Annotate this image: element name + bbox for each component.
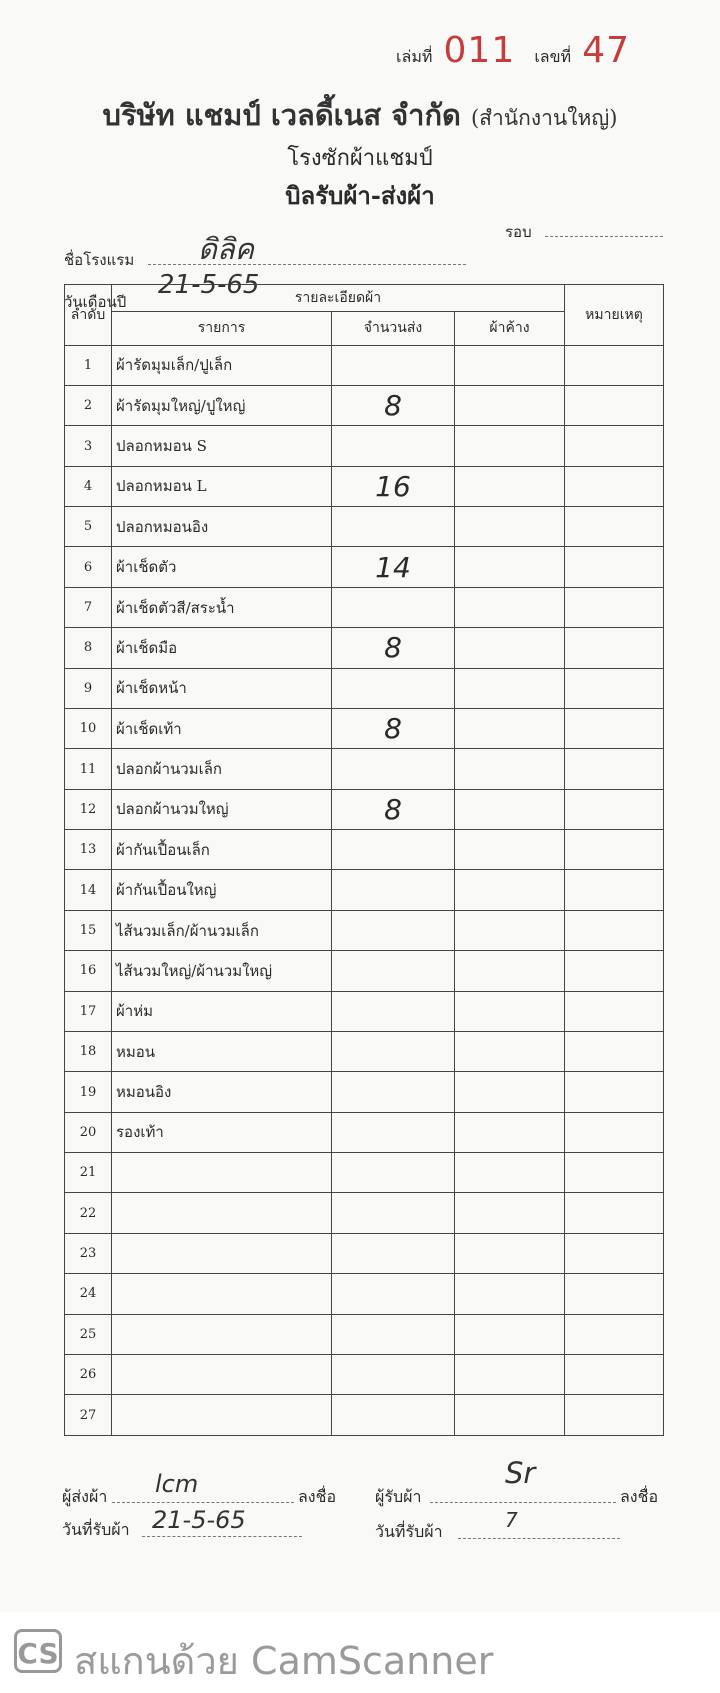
row-remark [565,1112,664,1152]
row-item: ผ้าเช็ดตัว [112,547,332,587]
row-sent-qty: 8 [332,708,455,748]
row-number: 21 [65,1153,112,1193]
date-value: 21-5-65 [158,270,260,300]
row-item: ไส้นวมใหญ่/ผ้านวมใหญ่ [112,951,332,991]
col-pending-header: ผ้าค้าง [455,312,565,345]
row-pending [455,991,565,1031]
row-item: ปลอกผ้านวมใหญ่ [112,789,332,829]
hotel-label: ชื่อโรงแรม [64,251,135,269]
row-pending [455,1031,565,1071]
row-sent-qty [332,1072,455,1112]
sender-line [112,1502,294,1503]
row-pending [455,1193,565,1233]
row-sent-qty [332,1193,455,1233]
row-remark [565,628,664,668]
row-number: 2 [65,385,112,425]
col-sent-header: จำนวนส่ง [332,312,455,345]
row-item: ผ้าเช็ดหน้า [112,668,332,708]
company-name [0,92,720,138]
row-pending [455,1153,565,1193]
row-number: 16 [65,951,112,991]
row-sent-qty [332,951,455,991]
row-remark [565,870,664,910]
row-pending [455,951,565,991]
row-number: 19 [65,1072,112,1112]
company-title: บริษัท แชมป์ เวลดี้เนส จำกัด [102,98,461,132]
row-item: ผ้ากันเปื้อนเล็ก [112,830,332,870]
row-remark [565,1274,664,1314]
round-line [545,236,663,237]
row-number: 17 [65,991,112,1031]
row-item [112,1274,332,1314]
plant-name: โรงซักผ้าแชมป์ [287,146,433,171]
row-number: 8 [65,628,112,668]
row-remark [565,466,664,506]
book-number: 011 [443,30,516,71]
row-item: ผ้ากันเปื้อนใหญ่ [112,870,332,910]
row-item: หมอน [112,1031,332,1071]
row-remark [565,1072,664,1112]
table-row [65,385,664,425]
table-row [65,668,664,708]
recv-date-line [458,1538,620,1539]
table-body [65,345,664,1435]
row-item: ผ้ารัดมุมใหญ่/ปูใหญ่ [112,385,332,425]
table-row [65,466,664,506]
row-pending [455,1354,565,1394]
row-remark [565,587,664,627]
row-number: 5 [65,507,112,547]
row-pending [455,1314,565,1354]
row-item: ปลอกผ้านวมเล็ก [112,749,332,789]
camscanner-footer [0,1612,720,1693]
table-row [65,1314,664,1354]
row-item: ปลอกหมอน S [112,426,332,466]
row-item: ผ้าห่ม [112,991,332,1031]
row-sent-qty [332,1354,455,1394]
row-pending [455,789,565,829]
row-pending [455,910,565,950]
book-number-line [396,30,630,71]
table-row [65,345,664,385]
receiver-label: ผู้รับผ้า [375,1487,422,1506]
row-number: 20 [65,1112,112,1152]
row-item: ผ้าเช็ดมือ [112,628,332,668]
row-pending [455,547,565,587]
hotel-value: ดิลิค [198,232,255,266]
table-row [65,1395,664,1436]
row-remark [565,426,664,466]
row-pending [455,1072,565,1112]
row-number: 13 [65,830,112,870]
row-sent-qty [332,1314,455,1354]
row-item: หมอนอิง [112,1072,332,1112]
table-row [65,1112,664,1152]
receiver-signature: Sr [505,1456,536,1490]
table-row [65,830,664,870]
sent-date-label: วันที่รับผ้า [62,1520,130,1539]
row-pending [455,668,565,708]
row-pending [455,1274,565,1314]
receiver-sign-label: ลงชื่อ [620,1487,659,1506]
row-sent-qty [332,1274,455,1314]
sent-date-line [142,1536,302,1537]
table-row [65,1193,664,1233]
row-number: 4 [65,466,112,506]
round-label: รอบ [505,223,532,241]
row-item: ไส้นวมเล็ก/ผ้านวมเล็ก [112,910,332,950]
table-row [65,547,664,587]
table-row [65,426,664,466]
bill-number: 47 [582,30,630,71]
col-remark-header: หมายเหตุ [565,285,664,346]
row-pending [455,708,565,748]
row-number: 15 [65,910,112,950]
row-pending [455,830,565,870]
row-remark [565,1193,664,1233]
col-no-header: ลำดับ [65,285,112,346]
row-remark [565,749,664,789]
sender-sign-label: ลงชื่อ [298,1487,337,1506]
row-number: 24 [65,1274,112,1314]
date-label: วันเดือนปี [64,293,127,311]
row-pending [455,628,565,668]
row-sent-qty: 8 [332,789,455,829]
row-pending [455,1233,565,1273]
row-sent-qty: 8 [332,628,455,668]
row-number: 14 [65,870,112,910]
row-remark [565,385,664,425]
row-item [112,1395,332,1436]
row-sent-qty [332,991,455,1031]
row-item [112,1354,332,1394]
col-item-header: รายการ [112,312,332,345]
row-sent-qty: 14 [332,547,455,587]
recv-date-label: วันที่รับผ้า [375,1522,443,1541]
row-remark [565,830,664,870]
row-sent-qty [332,1031,455,1071]
row-sent-qty [332,870,455,910]
table-row [65,587,664,627]
row-remark [565,789,664,829]
number-label: เลขที่ [534,47,572,66]
group-header: รายละเอียดผ้า [112,285,565,312]
row-sent-qty [332,587,455,627]
table-row [65,789,664,829]
row-remark [565,1314,664,1354]
row-number: 3 [65,426,112,466]
row-remark [565,1233,664,1273]
row-number: 12 [65,789,112,829]
row-number: 23 [65,1233,112,1273]
row-item [112,1193,332,1233]
book-label: เล่มที่ [396,47,433,66]
table-row [65,870,664,910]
table-row [65,991,664,1031]
row-sent-qty [332,1395,455,1436]
row-sent-qty [332,749,455,789]
row-sent-qty [332,830,455,870]
table-row [65,1274,664,1314]
company-branch: (สำนักงานใหญ่) [470,106,618,130]
row-pending [455,385,565,425]
table-row [65,749,664,789]
row-item [112,1153,332,1193]
row-remark [565,991,664,1031]
row-item: รองเท้า [112,1112,332,1152]
recv-date-value: 7 [505,1508,518,1532]
row-remark [565,1395,664,1436]
table-row [65,910,664,950]
table-row [65,951,664,991]
row-item: ปลอกหมอนอิง [112,507,332,547]
row-pending [455,426,565,466]
row-remark [565,910,664,950]
row-remark [565,507,664,547]
row-pending [455,749,565,789]
row-remark [565,708,664,748]
row-number: 7 [65,587,112,627]
row-pending [455,1395,565,1436]
row-pending [455,345,565,385]
camscanner-watermark: สแกนด้วย CamScanner [74,1639,494,1683]
table-row [65,1233,664,1273]
row-sent-qty [332,668,455,708]
items-table [64,284,664,1436]
row-item: ผ้ารัดมุมเล็ก/ปูเล็ก [112,345,332,385]
row-remark [565,547,664,587]
row-remark [565,1354,664,1394]
row-sent-qty [332,1153,455,1193]
table-row [65,1031,664,1071]
row-number: 11 [65,749,112,789]
row-item: ผ้าเช็ดเท้า [112,708,332,748]
row-number: 27 [65,1395,112,1436]
row-sent-qty [332,426,455,466]
sender-label: ผู้ส่งผ้า [62,1487,108,1506]
receiver-line [430,1502,616,1503]
table-row [65,1072,664,1112]
row-remark [565,951,664,991]
row-pending [455,870,565,910]
row-number: 22 [65,1193,112,1233]
row-remark [565,345,664,385]
row-number: 1 [65,345,112,385]
table-row [65,628,664,668]
row-pending [455,466,565,506]
row-number: 26 [65,1354,112,1394]
table-row [65,1354,664,1394]
row-remark [565,668,664,708]
row-pending [455,507,565,547]
row-number: 25 [65,1314,112,1354]
row-sent-qty: 8 [332,385,455,425]
row-number: 6 [65,547,112,587]
row-item: ผ้าเช็ดตัวสี/สระน้ำ [112,587,332,627]
row-item [112,1314,332,1354]
row-pending [455,1112,565,1152]
row-number: 18 [65,1031,112,1071]
row-number: 9 [65,668,112,708]
row-sent-qty [332,345,455,385]
table-row [65,708,664,748]
row-sent-qty [332,910,455,950]
table-row [65,507,664,547]
row-remark [565,1031,664,1071]
sender-signature: lcm [155,1470,199,1498]
bill-title: บิลรับผ้า-ส่งผ้า [285,181,435,210]
row-sent-qty: 16 [332,466,455,506]
row-pending [455,587,565,627]
sent-date-value: 21-5-65 [152,1506,246,1534]
row-item: ปลอกหมอน L [112,466,332,506]
row-item [112,1233,332,1273]
table-row [65,1153,664,1193]
camscanner-logo-icon: CS [14,1629,62,1673]
row-sent-qty [332,1233,455,1273]
row-sent-qty [332,1112,455,1152]
row-number: 10 [65,708,112,748]
hotel-line [148,264,466,265]
row-sent-qty [332,507,455,547]
row-remark [565,1153,664,1193]
